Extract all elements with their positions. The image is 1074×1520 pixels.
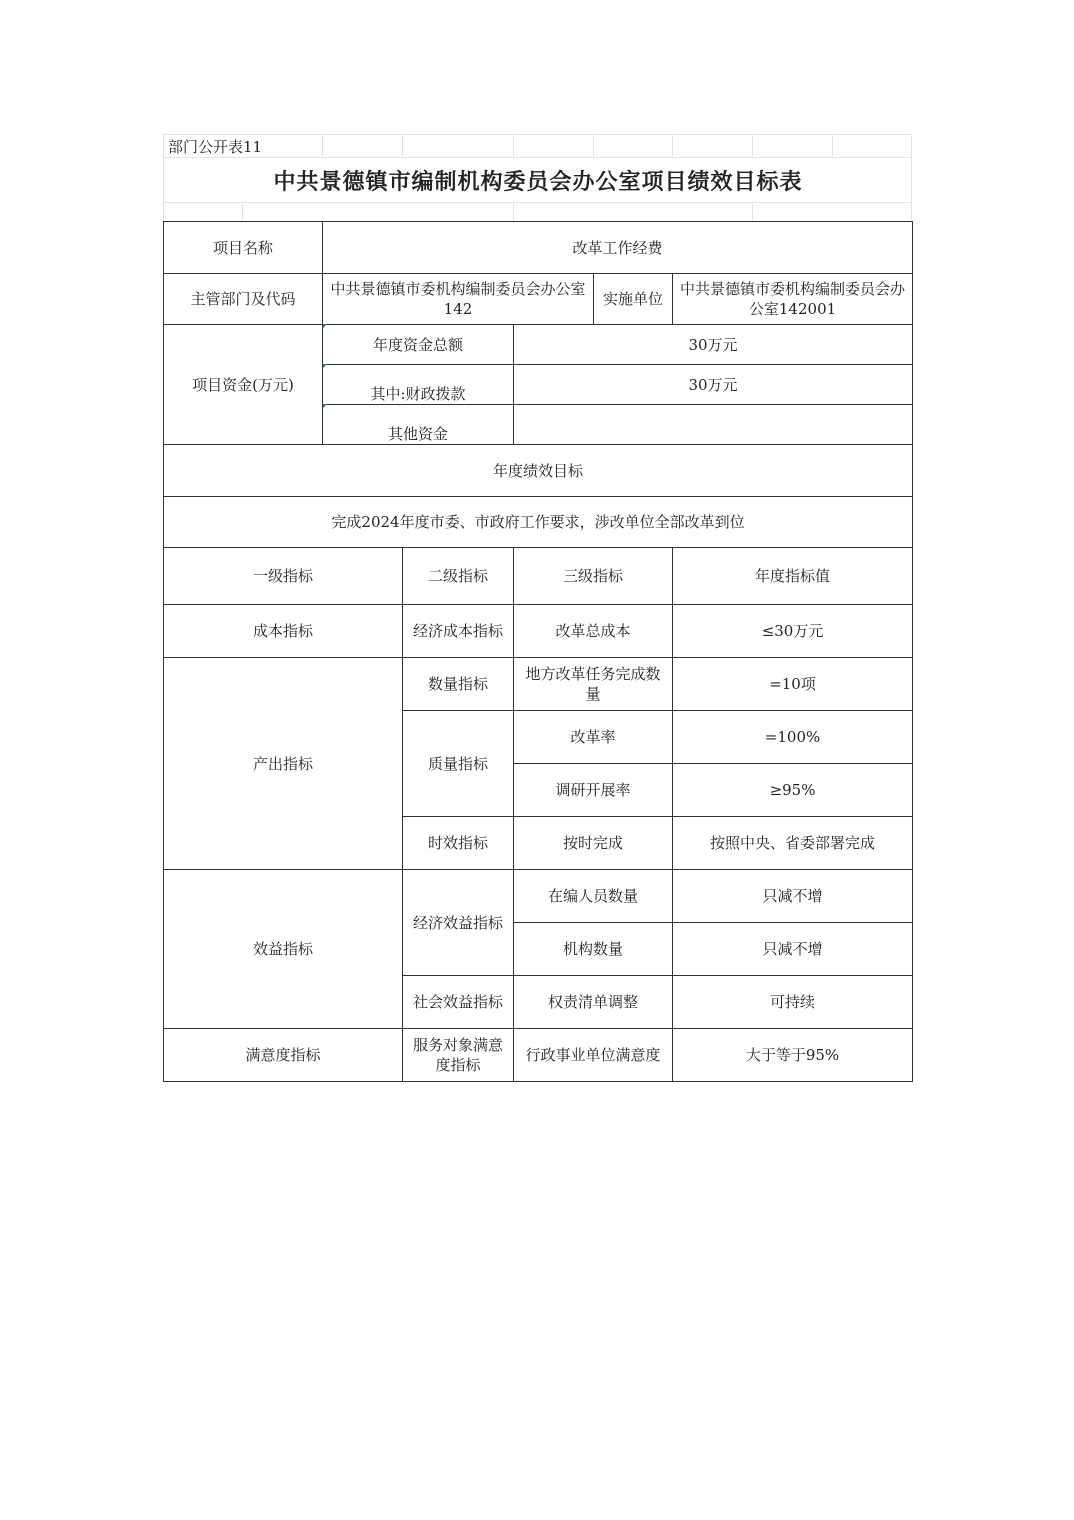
gridline xyxy=(832,134,833,157)
satisfaction-level1: 满意度指标 xyxy=(164,1029,403,1082)
benefit-econ-value2: 只减不增 xyxy=(673,923,913,976)
output-quality-value2: ≥95% xyxy=(673,764,913,817)
dept-value: 中共景德镇市委机构编制委员会办公室142 xyxy=(323,274,594,325)
table-row xyxy=(164,870,913,923)
table-caption: 部门公开表11 xyxy=(168,138,263,156)
gridline xyxy=(513,202,514,221)
header-level1: 一级指标 xyxy=(164,548,403,605)
dept-label: 主管部门及代码 xyxy=(164,274,323,325)
output-quantity-item: 地方改革任务完成数量 xyxy=(514,658,673,711)
gridline xyxy=(163,134,912,135)
output-quantity-label: 数量指标 xyxy=(403,658,514,711)
benefit-social-label: 社会效益指标 xyxy=(403,976,514,1029)
funds-other-label xyxy=(323,405,514,445)
indicator-header-row xyxy=(164,548,913,605)
gridline xyxy=(513,134,514,157)
gridline xyxy=(402,134,403,157)
project-name-label: 项目名称 xyxy=(164,222,323,274)
header-value: 年度指标值 xyxy=(673,548,913,605)
cell-marker-icon xyxy=(323,364,327,368)
table-row xyxy=(164,325,913,365)
output-quality-item1: 改革率 xyxy=(514,711,673,764)
table-row xyxy=(164,445,913,497)
output-quality-value1: =100% xyxy=(673,711,913,764)
satisfaction-level2: 服务对象满意度指标 xyxy=(403,1029,514,1082)
cost-level2: 经济成本指标 xyxy=(403,605,514,658)
benefit-social-value: 可持续 xyxy=(673,976,913,1029)
gridline xyxy=(672,134,673,157)
header-level2: 二级指标 xyxy=(403,548,514,605)
table-row xyxy=(164,605,913,658)
cell-marker-icon xyxy=(323,404,327,408)
funds-other-value xyxy=(514,405,913,445)
funds-total-label: 年度资金总额 xyxy=(323,325,514,365)
performance-table xyxy=(163,221,913,1082)
output-quantity-value: =10项 xyxy=(673,658,913,711)
table-row xyxy=(164,1029,913,1082)
gridline xyxy=(163,157,912,158)
benefit-econ-label: 经济效益指标 xyxy=(403,870,514,976)
cost-value: ≤30万元 xyxy=(673,605,913,658)
goal-header: 年度绩效目标 xyxy=(164,445,913,497)
benefit-level1: 效益指标 xyxy=(164,870,403,1029)
impl-label: 实施单位 xyxy=(594,274,673,325)
funds-fiscal-value: 30万元 xyxy=(514,365,913,405)
header-level3: 三级指标 xyxy=(514,548,673,605)
benefit-econ-item2: 机构数量 xyxy=(514,923,673,976)
benefit-social-item: 权责清单调整 xyxy=(514,976,673,1029)
goal-text: 完成2024年度市委、市政府工作要求，涉改单位全部改革到位 xyxy=(164,497,913,548)
impl-value: 中共景德镇市委机构编制委员会办公室142001 xyxy=(673,274,913,325)
gridline xyxy=(752,134,753,157)
table-row xyxy=(164,222,913,274)
page-title: 中共景德镇市编制机构委员会办公室项目绩效目标表 xyxy=(273,169,803,195)
gridline xyxy=(593,134,594,157)
output-time-value: 按照中央、省委部署完成 xyxy=(673,817,913,870)
gridline xyxy=(163,202,912,203)
satisfaction-level3: 行政事业单位满意度 xyxy=(514,1029,673,1082)
output-quality-item2: 调研开展率 xyxy=(514,764,673,817)
table-row xyxy=(164,658,913,711)
funds-total-value: 30万元 xyxy=(514,325,913,365)
output-quality-label: 质量指标 xyxy=(403,711,514,817)
funds-other-label-text: 其他资金 xyxy=(387,425,448,443)
cost-level3: 改革总成本 xyxy=(514,605,673,658)
project-name-value: 改革工作经费 xyxy=(323,222,913,274)
gridline xyxy=(242,202,243,221)
funds-label: 项目资金(万元) xyxy=(164,325,323,445)
output-time-item: 按时完成 xyxy=(514,817,673,870)
cell-marker-icon xyxy=(323,324,327,328)
satisfaction-value: 大于等于95% xyxy=(673,1029,913,1082)
funds-fiscal-label xyxy=(323,365,514,405)
table-row xyxy=(164,497,913,548)
benefit-econ-item1: 在编人员数量 xyxy=(514,870,673,923)
benefit-econ-value1: 只减不增 xyxy=(673,870,913,923)
gridline xyxy=(752,202,753,221)
table-row xyxy=(164,274,913,325)
output-level1: 产出指标 xyxy=(164,658,403,870)
cost-level1: 成本指标 xyxy=(164,605,403,658)
output-time-label: 时效指标 xyxy=(403,817,514,870)
gridline xyxy=(322,134,323,157)
funds-fiscal-label-text: 其中:财政拨款 xyxy=(370,385,466,403)
